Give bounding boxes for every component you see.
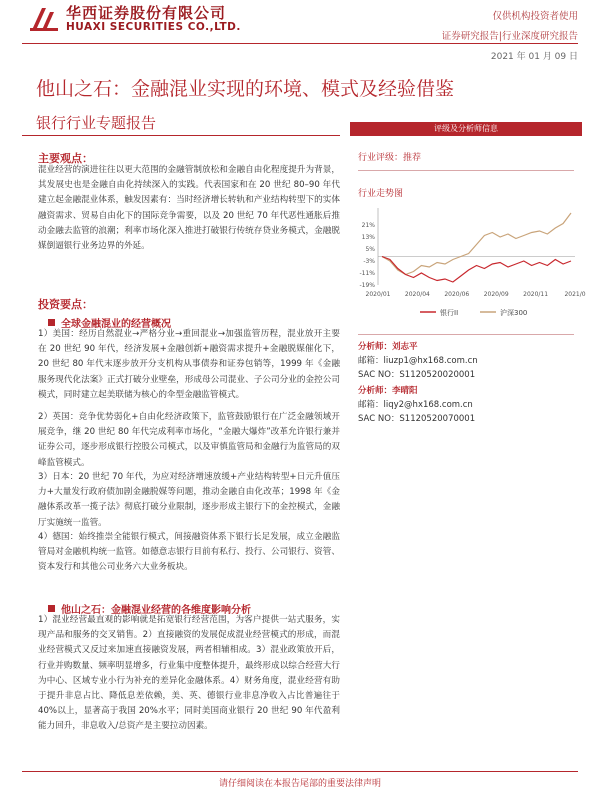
y-tick-label: 13% [361,234,375,241]
series-bank-line [382,257,571,283]
y-tick-label: 21% [361,222,375,229]
analyst-1-email[interactable]: 邮箱：liuzp1@hx168.com.cn [358,356,478,366]
analyst-2-sac: SAC NO：S1120520070001 [358,414,476,424]
x-tick-label: 2020/01 [365,291,391,298]
x-tick-label: 2020/09 [483,291,509,298]
sidebar-divider [358,334,574,335]
bullet-square-icon [48,605,55,612]
analyst-2-name: 分析师：李晴阳 [358,386,418,396]
report-title: 他山之石：金融混业实现的环境、模式及经验借鉴 [36,78,455,100]
subtitle-divider [22,135,340,136]
audience-notice: 仅供机构投资者使用 [492,11,578,22]
para-impact: 1）混业经营最直观的影响就是拓宽银行经营范围，为客户提供一站式服务，实现产品和服务的交叉销售。2）直接融资的发展促成混业经营模式的形成，而混业经营模式又反过来加速直接融资发展，两者相辅相成。3）混业政策放开后，行业并购数量、频率明显增多，行业集中度整体提升，最终形成以综合经营大行为中心、区域专业小行为补充的差异化金融体系。4）财务角度，混业经营有助于提升非息占比、降低息差依赖，美、英、德银行业非息净收入占比普遍往于 40%以上，显著高于我国 20%水平；同时美国商业银行 20 世纪 90 年代盈利能力回升，非息收入/总资产是主要拉动因素。 [38,615,340,732]
legend-hs300-label: 沪深300 [500,309,528,317]
sidebar-divider [358,170,574,171]
chart-title: 行业走势图 [358,189,404,199]
x-tick-label: 2020/11 [523,291,549,298]
x-tick-label: 2020/06 [444,291,470,298]
y-tick-label: -3% [363,258,375,265]
rating-analyst-bar: 评级及分析师信息 [350,122,582,136]
company-logo [28,4,60,32]
industry-trend-chart [350,200,586,320]
analyst-2 [358,384,475,426]
footer-divider [22,771,578,772]
para-uk: 2）英国：竞争优势弱化+自由化经济政策下，监管鼓励银行在广泛金融领域开展竞争，继 20 世纪 80 年代完成利率市场化，“金融大爆炸”改革允许银行兼并证券公司，逐步形成银行控股公司模式，以及审慎监管局和金融行为监管局的双峰监管模式。 [38,412,340,468]
bullet-square-icon [48,319,55,326]
main-points-heading: 主要观点： [38,152,93,165]
company-name-en: HUAXI SECURITIES CO.,LTD. [66,21,241,33]
report-date: 2021 年 01 月 09 日 [490,52,578,62]
para-germany: 4）德国：始终推崇全能银行模式，间接融资体系下银行长足发展，成立金融监管局对金融机构统一监管。如德意志银行目前有私行、投行、公司银行、资管、资本发行和其他公司业务六大业务板块。 [38,532,340,573]
analyst-1-sac: SAC NO：S1120520020001 [358,370,476,380]
y-tick-label: -19% [359,282,375,289]
analyst-2-email[interactable]: 邮箱：liqy2@hx168.com.cn [358,400,473,410]
company-name-cn: 华西证券股份有限公司 [66,4,227,22]
subsection-overview-title: 全球金融混业的经营概况 [61,319,171,330]
legal-notice[interactable]: 请仔细阅读在本报告尾部的重要法律声明 [218,779,381,789]
report-type: 证券研究报告|行业深度研究报告 [441,31,578,42]
para-us: 1）美国：经历自然混业→严格分业→重回混业→加强监管历程，混业放开主要在 20 世纪 90 年代，经济发展+金融创新+融资需求提升+金融脱媒催化下，20 世纪 80 年代末逐步放开分支机构从事债券和证券包销等，1999 年《金融服务现代化法案》正式打破分业壁垒，形成母公司混业、子公司分业的金控公司模式，同时建立起美联储为核心的伞型金融监管模式。 [38,329,340,400]
y-tick-label: -11% [359,270,375,277]
analyst-1-name: 分析师：刘志平 [358,342,418,352]
main-points-text: 混业经营的演进往往以更大范围的金融管制放松和金融自由化程度提升为背景，其发展史也是金融自由化持续深入的实践。代表国家和在 20 世纪 80–90 年代建立起金融混业体系，触发因素有：当时经济增长转轨和产业结构转型下的实体融资需求、贸易自由化下的国际竞争需要，以及 20 世纪 70 年代恶性通胀后推动金融去监管的浪潮；利率市场化深入推进打破银行传统存贷业务模式，金融脱媒倒逼银行业务边界的外延。 [38,165,340,252]
y-tick-label: 5% [365,246,375,253]
x-tick-label: 2021/0 [564,291,586,298]
x-tick-label: 2020/04 [404,291,430,298]
subsection-impact-title: 他山之石：金融混业经营的各维度影响分析 [61,605,251,616]
legend-bank-label: 银行II [440,309,459,317]
report-subtitle: 银行行业专题报告 [36,114,157,132]
para-japan: 3）日本：20 世纪 70 年代，为应对经济增速放缓+产业结构转型+日元升值压力+大量发行政府债加剧金融脱媒等问题，推动金融自由化改革；1998 年《金融体系改革一揽子法》彻底打破分业限制，逐步形成主银行下的金控模式，金融厅实施统一监管。 [38,472,340,528]
header-divider [22,43,578,44]
analyst-1 [358,340,478,382]
industry-rating: 行业评级：推荐 [358,153,422,163]
investment-heading: 投资要点： [38,298,93,311]
